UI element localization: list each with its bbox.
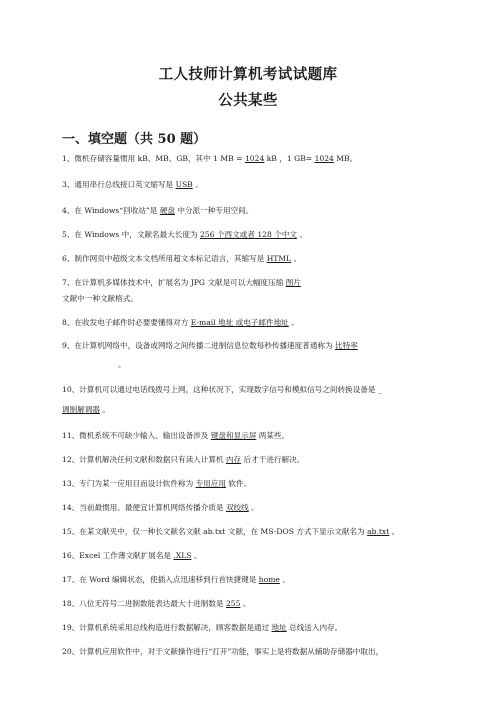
question-text: 19、计算机系统采用总线构造进行数据解决，顾客数据是通过: [62, 623, 272, 632]
question-line: [62, 341, 452, 351]
question-line: [62, 180, 452, 190]
question-text: 3、通用串行总线接口英文缩写是: [62, 180, 176, 189]
question-text: 12、计算机解决任何文献和数据只有读入计算机: [62, 455, 226, 464]
answer-blank: E-mail 地址 或电子邮件地址: [190, 318, 289, 327]
answer-blank: USB: [175, 180, 193, 189]
answer-blank: 1024: [314, 154, 334, 163]
question-line: [62, 575, 452, 585]
answer-blank: ab.txt: [367, 527, 390, 536]
question-line: [62, 503, 452, 513]
question-text: 8、在收发电子邮件时必要要懂得对方: [62, 318, 191, 327]
answer-blank: 硬盘: [159, 206, 175, 215]
question-text: 。: [192, 180, 203, 189]
question-text: 后才干进行解决。: [241, 455, 305, 464]
answer-blank: .XLS: [173, 551, 192, 560]
question-line: [62, 294, 452, 304]
question-line: [62, 154, 452, 164]
question-line: [62, 405, 452, 415]
question-line: [62, 527, 452, 537]
question-text: 5、在 Windows 中，文献名最大长度为: [62, 230, 201, 239]
section-heading: 一、填空题（共 50 题）: [62, 132, 207, 147]
document-subtitle: 公共某些: [218, 92, 278, 109]
question-text: 20、计算机应用软件中，对于文献操作进行“打开”功能，事实上是将数据从辅助存储器中取出，: [62, 647, 384, 656]
question-text: 。: [240, 599, 251, 608]
question-text: 文献中一种文献格式。: [62, 294, 138, 303]
question-line: [62, 623, 452, 633]
answer-blank: 双绞线: [225, 503, 249, 512]
question-text: 。: [297, 230, 308, 239]
answer-blank: 比特率: [335, 341, 358, 350]
question-line: [62, 318, 452, 328]
question-text: 7、在计算机多媒体技术中，扩展名为 JPG 文献是可以大幅度压缩: [62, 278, 286, 287]
answer-blank: 内存: [225, 455, 242, 464]
answer-blank: 地址: [271, 623, 287, 632]
question-text: 10、计算机可以通过电话线拨号上网，这种状况下，实现数字信号和模拟信号之间转换设备是: [62, 385, 378, 394]
answer-blank: 256 个西文或者 128 个中文: [200, 230, 298, 239]
question-text: 中分派一种专用空间。: [175, 206, 254, 215]
question-line: [62, 206, 452, 216]
question-text: 两某些。: [256, 431, 290, 440]
question-text: 9、在计算机网络中，设备或网络之间传播二进制信息位数每秒传播速度普通称为: [62, 341, 336, 350]
question-text: 。: [389, 527, 400, 536]
question-line: [118, 360, 496, 370]
question-text: 11、微机系统不可缺少输入、输出设备涉及: [62, 431, 211, 440]
answer-blank: 调制解调器: [62, 405, 100, 414]
question-line: [62, 431, 452, 441]
answer-blank: 255: [225, 599, 241, 608]
answer-blank: HTML: [266, 254, 292, 263]
answer-blank: 键盘和显示屏: [210, 431, 257, 440]
answer-blank: home: [258, 575, 280, 584]
question-text: 。: [248, 503, 259, 512]
question-text: 总线送入内存。: [286, 623, 343, 632]
question-line: [62, 254, 452, 264]
question-text: 14、当前最惯用、最便宜计算机网络传播介质是: [62, 503, 226, 512]
answer-blank: 专用应用: [195, 479, 226, 488]
question-line: [62, 385, 452, 395]
question-text: 。: [279, 575, 290, 584]
answer-blank: 1024: [244, 154, 265, 163]
question-text: 13、专门为某一应用目而设计软件称为: [62, 479, 196, 488]
question-line: [62, 479, 452, 489]
question-text: 软件。: [225, 479, 252, 488]
question-text: kB ，1 GB=: [264, 154, 315, 163]
question-text: 15、在某文献夹中，仅一种长文献名文献 ab.txt 文献，在 MS-DOS 方式下显示文献名为: [62, 527, 368, 536]
question-text: 。: [191, 551, 202, 560]
answer-blank: 图片: [285, 278, 301, 287]
question-text: _: [377, 385, 382, 394]
question-text: 。: [99, 405, 110, 414]
question-text: 。: [118, 360, 126, 369]
question-line: [62, 599, 452, 609]
question-text: 17、在 Word 编辑状态，使插入点迅速移到行首快捷键是: [62, 575, 259, 584]
question-text: 1、微机存储容量惯用 kB、MB、GB，其中 1 MB =: [62, 154, 245, 163]
question-text: 6、制作网页中超级文本文档所用超文本标记语言，其缩写是: [62, 254, 267, 263]
question-text: 。: [291, 254, 302, 263]
question-line: [62, 278, 452, 288]
question-text: 18、八位无符号二进制数能表达最大十进制数是: [62, 599, 226, 608]
document-title: 工人技师计算机考试试题库: [158, 66, 338, 83]
question-text: 。: [288, 318, 299, 327]
question-line: [62, 230, 452, 240]
question-line: [62, 455, 452, 465]
question-text: MB。: [333, 154, 358, 163]
question-line: [62, 551, 452, 561]
question-text: 4、在 Windows“回收站”是: [62, 206, 160, 215]
question-line: [62, 647, 452, 657]
question-text: 16、Excel 工作薄文献扩展名是: [62, 551, 174, 560]
